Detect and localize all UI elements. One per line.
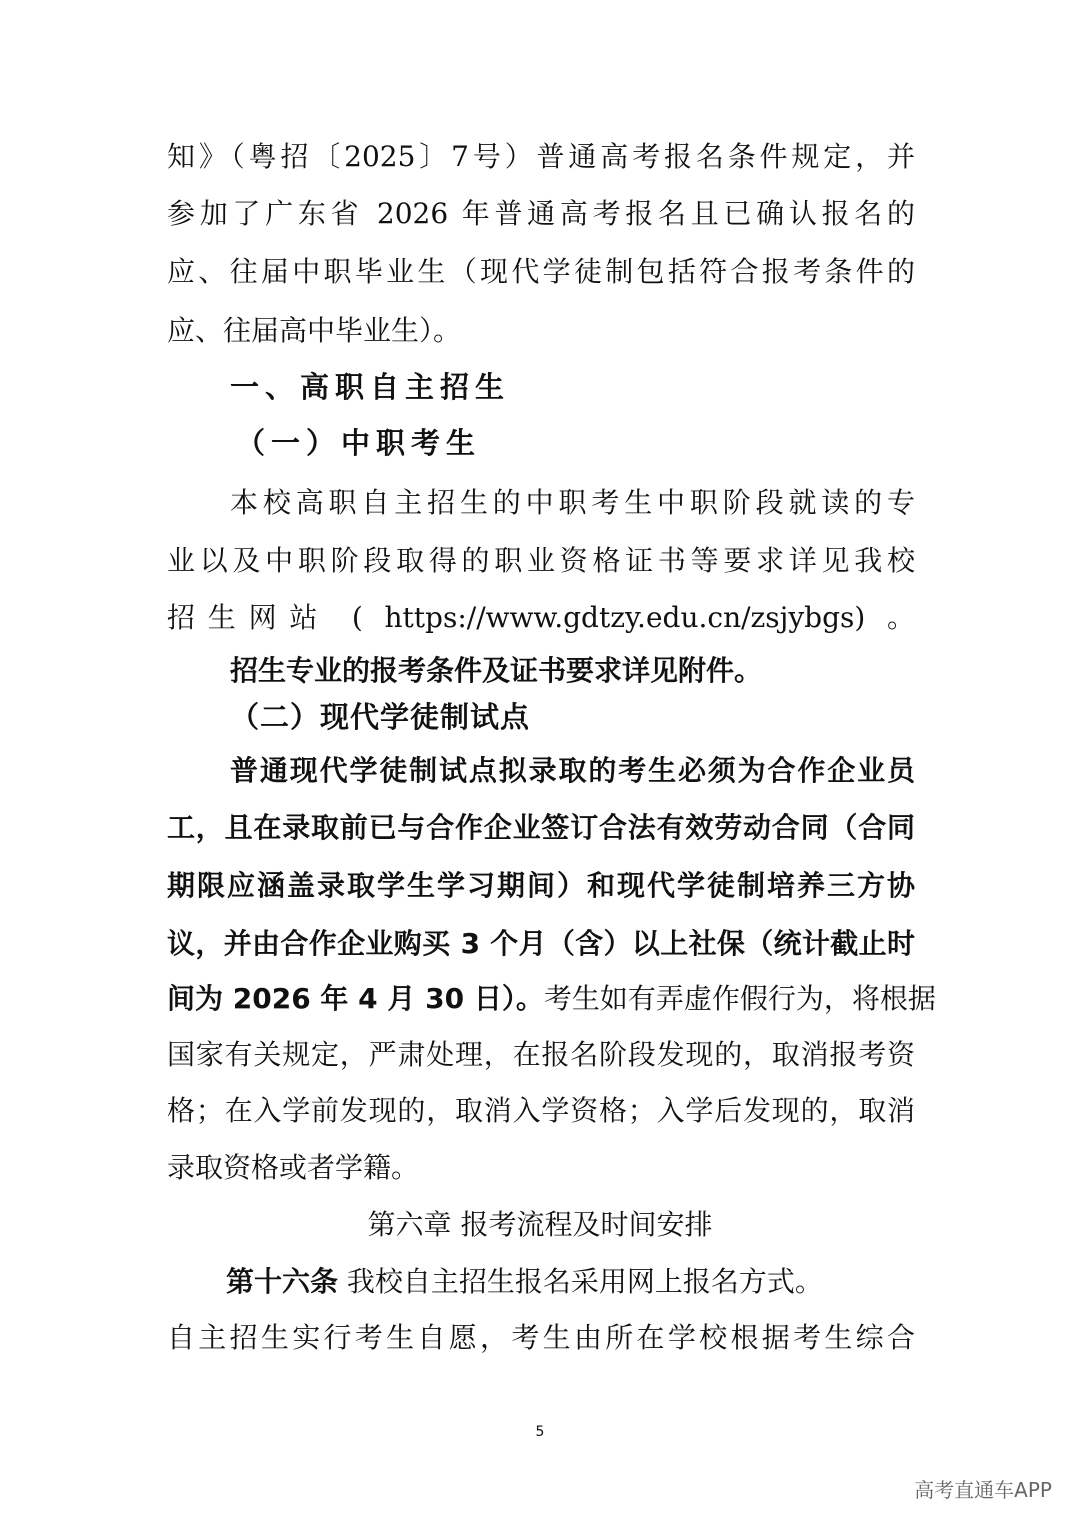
intro-line-3: 应、往届中职毕业生（现代学徒制包括符合报考条件的 (167, 255, 915, 288)
page-number: 5 (535, 1424, 545, 1440)
sub2-bold-line-3: 期限应涵盖录取学生学习期间）和现代学徒制培养三方协 (167, 869, 915, 902)
sub2-line-5-bold: 间为 2026 年 4 月 30 日）。 (167, 982, 544, 1015)
article16-text: 我校自主招生报名采用网上报名方式。 (338, 1265, 823, 1298)
sub2-line-7: 格；在入学前发现的，取消入学资格；入学后发现的，取消 (167, 1094, 915, 1127)
watermark: 高考直通车APP (914, 1478, 1052, 1502)
sub2-line-5-rest: 考生如有弄虚作假行为，将根据 (543, 982, 936, 1015)
sub1-line-1: 本校高职自主招生的中职考生中职阶段就读的专 (230, 486, 915, 519)
sub1-bold-line: 招生专业的报考条件及证书要求详见附件。 (230, 654, 763, 687)
sub2-bold-line-2: 工，且在录取前已与合作企业签订合法有效劳动合同（合同 (167, 811, 915, 844)
intro-line-4: 应、往届高中毕业生）。 (167, 314, 462, 347)
sub2-bold-line-1: 普通现代学徒制试点拟录取的考生必须为合作企业员 (230, 754, 915, 787)
section-heading-1: 一、高职自主招生 (230, 370, 511, 404)
subsection-heading-1: （一）中职考生 (236, 426, 482, 460)
article16-line-2: 自主招生实行考生自愿，考生由所在学校根据考生综合 (167, 1321, 915, 1354)
intro-line-1: 知》（粤招〔2025〕7号）普通高考报名条件规定，并 (167, 140, 915, 173)
chapter-title: 第六章 报考流程及时间安排 (367, 1208, 713, 1241)
sub1-line-3: 招生网站 ( https://www.gdtzy.edu.cn/zsjybgs) 。 (167, 601, 915, 634)
sub2-bold-line-4: 议，并由合作企业购买 3 个月（含）以上社保（统计截止时 (167, 927, 915, 960)
sub2-line-8: 录取资格或者学籍。 (167, 1151, 420, 1184)
subsection-heading-2: （二）现代学徒制试点 (230, 700, 531, 734)
sub2-line-6: 国家有关规定，严肃处理，在报名阶段发现的，取消报考资 (167, 1038, 915, 1071)
article16-line-1 (226, 1262, 916, 1302)
article16-label: 第十六条 (226, 1265, 339, 1298)
sub2-line-5 (167, 979, 936, 1019)
sub1-line-2: 业以及中职阶段取得的职业资格证书等要求详见我校 (167, 544, 915, 577)
intro-line-2: 参加了广东省 2026 年普通高考报名且已确认报名的 (167, 197, 915, 230)
